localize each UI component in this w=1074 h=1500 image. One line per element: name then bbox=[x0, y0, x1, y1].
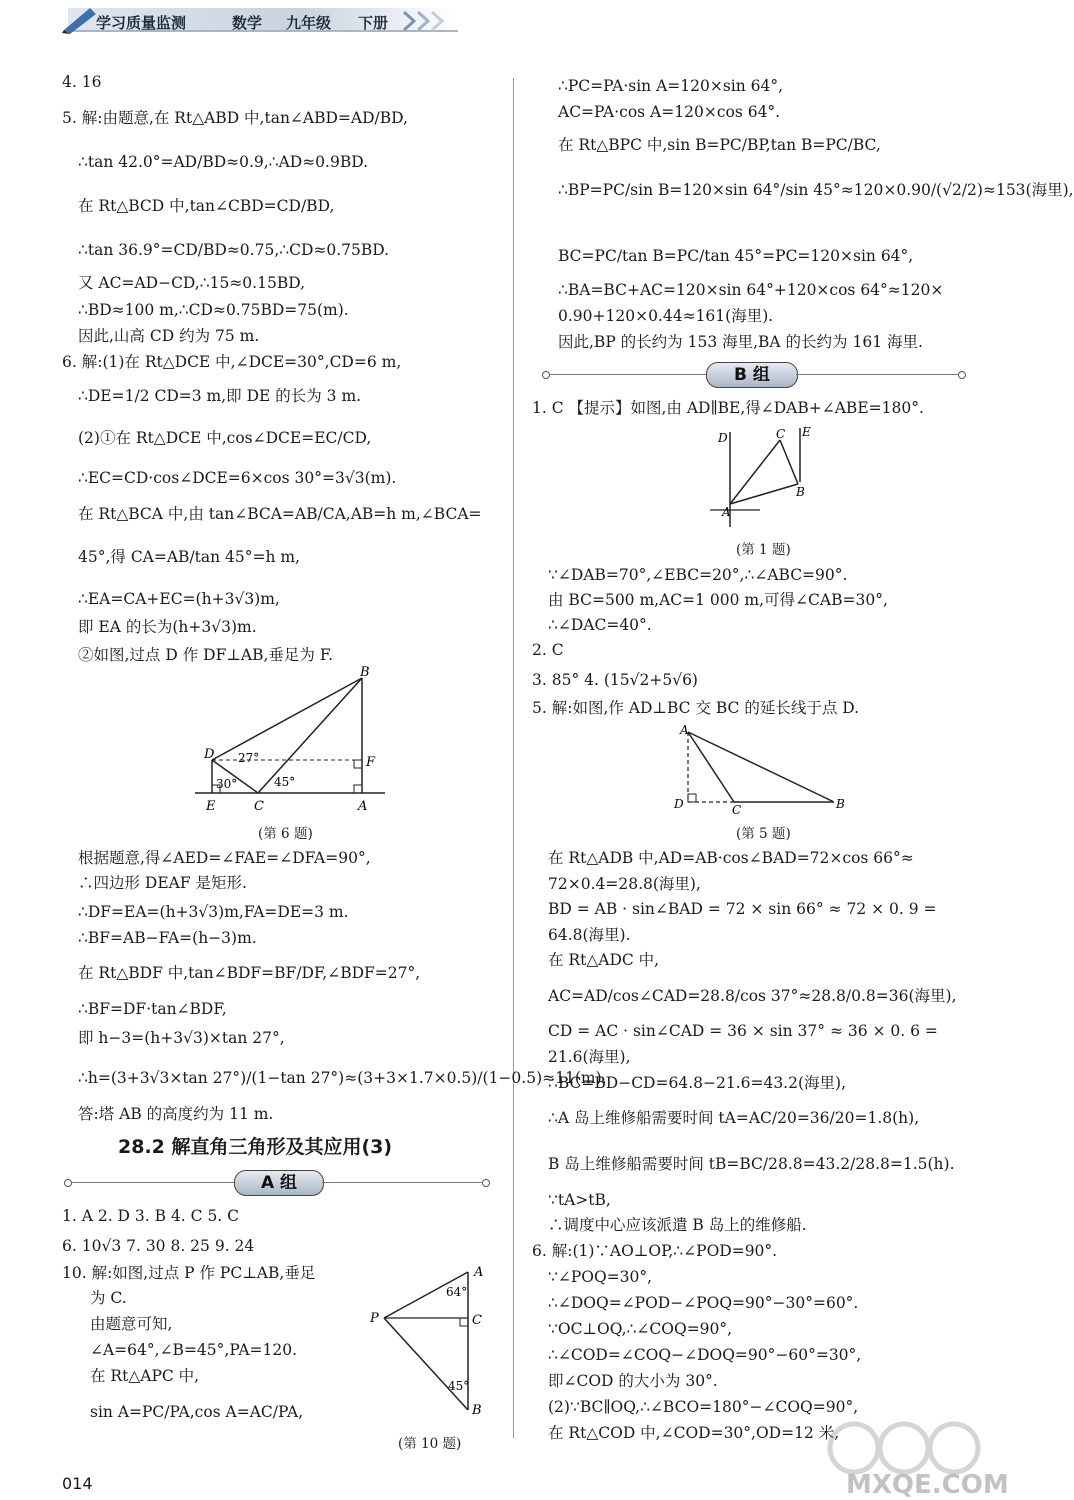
figure-1-caption: (第 1 题) bbox=[736, 542, 791, 558]
text-line: 0.90+120×0.44≈161(海里). bbox=[558, 307, 774, 325]
group-a-band bbox=[62, 1170, 490, 1196]
text-line: 在 Rt△BCD 中,tan∠CBD=CD/BD, bbox=[78, 197, 335, 215]
text-line: 根据题意,得∠AED=∠FAE=∠DFA=90°, bbox=[78, 849, 371, 867]
chevron-arrows-icon bbox=[400, 10, 460, 32]
svg-text:A: A bbox=[722, 505, 731, 519]
text-line: 在 Rt△APC 中, bbox=[90, 1367, 200, 1385]
text-line: 10. 解:如图,过点 P 作 PC⊥AB,垂足 bbox=[62, 1264, 316, 1282]
text-line: AC=AD/cos∠CAD=28.8/cos 37°≈28.8/0.8=36(海里), bbox=[548, 987, 957, 1005]
text-line: 45°,得 CA=AB/tan 45°=h m, bbox=[78, 548, 301, 566]
text-line: AC=PA·cos A=120×cos 64°. bbox=[558, 103, 781, 121]
answers-row-2: 6. 10√3 7. 30 8. 25 9. 24 bbox=[62, 1237, 255, 1255]
text-line: 3. 85° 4. (15√2+5√6) bbox=[532, 671, 698, 689]
text-line: ∴A 岛上维修船需要时间 tA=AC/20=36/20=1.8(h), bbox=[548, 1109, 920, 1127]
volume: 下册 bbox=[358, 14, 389, 32]
text-line: ∴h=(3+3√3×tan 27°)/(1−tan 27°)≈(3+3×1.7×0.5)/(1−0.5)≈11(m). bbox=[78, 1069, 607, 1087]
text-line: ②如图,过点 D 作 DF⊥AB,垂足为 F. bbox=[78, 646, 334, 664]
book-title: 学习质量监测 bbox=[96, 14, 187, 32]
page-number: 014 bbox=[62, 1474, 93, 1493]
text-line: 在 Rt△BCA 中,由 tan∠BCA=AB/CA,AB=h m,∠BCA= bbox=[78, 505, 482, 523]
text-line: ∴∠COD=∠COQ−∠DOQ=90°−60°=30°, bbox=[548, 1346, 862, 1364]
text-line: ∴DE=1/2 CD=3 m,即 DE 的长为 3 m. bbox=[78, 387, 362, 405]
group-b-band bbox=[540, 362, 966, 388]
text-line: ∴BF=AB−FA=(h−3)m. bbox=[78, 929, 257, 947]
text-line: 因此,BP 的长约为 153 海里,BA 的长约为 161 海里. bbox=[558, 333, 923, 351]
text-line: 即 EA 的长为(h+3√3)m. bbox=[78, 618, 257, 636]
svg-text:C: C bbox=[472, 1313, 482, 1328]
text-line: ∴∠DOQ=∠POD−∠POQ=90°−30°=60°. bbox=[548, 1294, 859, 1312]
text-line: ∵tA>tB, bbox=[548, 1191, 611, 1209]
figure-10-diagram bbox=[366, 1262, 496, 1422]
svg-text:C: C bbox=[254, 799, 264, 814]
text-line: ∴调度中心应该派遣 B 岛上的维修船. bbox=[548, 1216, 807, 1234]
text-line: (2)∵BC∥OQ,∴∠BCO=180°−∠COQ=90°, bbox=[548, 1398, 859, 1416]
text-line: BC=PC/tan B=PC/tan 45°=PC=120×sin 64°, bbox=[558, 247, 914, 265]
text-line: ∵∠POQ=30°, bbox=[548, 1268, 653, 1286]
svg-text:D: D bbox=[674, 797, 684, 811]
text-line: 2. C bbox=[532, 641, 564, 659]
answers-row-1: 1. A 2. D 3. B 4. C 5. C bbox=[62, 1207, 240, 1225]
text-line: 在 Rt△ADC 中, bbox=[548, 951, 660, 969]
text-line: 即 h−3=(h+3√3)×tan 27°, bbox=[78, 1029, 285, 1047]
text-line: 因此,山高 CD 约为 75 m. bbox=[78, 327, 260, 345]
svg-text:D: D bbox=[718, 431, 728, 445]
text-line: 6. 解:(1)∵AO⊥OP,∴∠POD=90°. bbox=[532, 1242, 778, 1260]
text-line: B 岛上维修船需要时间 tB=BC/28.8=43.2/28.8=1.5(h). bbox=[548, 1155, 955, 1173]
figure-5-diagram bbox=[672, 722, 852, 818]
text-line: 64.8(海里). bbox=[548, 926, 631, 944]
page-header bbox=[60, 6, 460, 34]
text-line: ∴BA=BC+AC=120×sin 64°+120×cos 64°≈120× bbox=[558, 281, 944, 299]
text-line: sin A=PC/PA,cos A=AC/PA, bbox=[90, 1403, 304, 1421]
figure-6-diagram bbox=[190, 665, 390, 818]
text-line: 即∠COD 的大小为 30°. bbox=[548, 1372, 718, 1390]
pencil-icon bbox=[60, 6, 100, 34]
text-line: (2)①在 Rt△DCE 中,cos∠DCE=EC/CD, bbox=[78, 429, 372, 447]
svg-text:E: E bbox=[206, 799, 216, 814]
text-line: 在 Rt△BDF 中,tan∠BDF=BF/DF,∠BDF=27°, bbox=[78, 964, 421, 982]
text-line: ∴BC=BD−CD=64.8−21.6=43.2(海里), bbox=[548, 1074, 846, 1092]
text-line: 由题意可知, bbox=[90, 1315, 173, 1333]
svg-text:45°: 45° bbox=[274, 775, 296, 789]
text-line: ∴PC=PA·sin A=120×sin 64°, bbox=[558, 77, 784, 95]
text-line: 6. 解:(1)在 Rt△DCE 中,∠DCE=30°,CD=6 m, bbox=[62, 353, 402, 371]
grade: 九年级 bbox=[286, 14, 332, 32]
text-line: 4. 16 bbox=[62, 73, 102, 91]
text-line: 在 Rt△COD 中,∠COD=30°,OD=12 米, bbox=[548, 1424, 840, 1442]
text-line: 又 AC=AD−CD,∴15≈0.15BD, bbox=[78, 274, 306, 292]
subject: 数学 bbox=[232, 14, 263, 32]
svg-text:A: A bbox=[474, 1265, 484, 1280]
section-title: 28.2 解直角三角形及其应用(3) bbox=[118, 1136, 393, 1158]
figure-6-caption: (第 6 题) bbox=[258, 826, 313, 842]
svg-text:C: C bbox=[732, 803, 742, 817]
text-line: ∴DF=EA=(h+3√3)m,FA=DE=3 m. bbox=[78, 903, 349, 921]
text-line: 由 BC=500 m,AC=1 000 m,可得∠CAB=30°, bbox=[548, 591, 888, 609]
text-line: 72×0.4=28.8(海里), bbox=[548, 875, 701, 893]
text-line: BD = AB · sin∠BAD = 72 × sin 66° ≈ 72 × 0. 9 = bbox=[548, 900, 937, 918]
text-line: ∵∠DAB=70°,∠EBC=20°,∴∠ABC=90°. bbox=[548, 566, 848, 584]
svg-text:D: D bbox=[204, 747, 215, 762]
column-divider bbox=[513, 78, 514, 1438]
svg-text:P: P bbox=[370, 1311, 379, 1326]
figure-5-caption: (第 5 题) bbox=[736, 826, 791, 842]
text-line: 21.6(海里), bbox=[548, 1048, 631, 1066]
text-line: 5. 解:由题意,在 Rt△ABD 中,tan∠ABD=AD/BD, bbox=[62, 109, 408, 127]
svg-text:B: B bbox=[796, 485, 805, 499]
text-line: ∴EC=CD·cos∠DCE=6×cos 30°=3√3(m). bbox=[78, 469, 397, 487]
svg-text:E: E bbox=[802, 425, 811, 439]
text-line: ∴BP=PC/sin B=120×sin 64°/sin 45°≈120×0.90/(√2/2)≈153(海里), bbox=[558, 181, 1074, 199]
watermark-text: MXQE.COM bbox=[846, 1470, 1009, 1500]
text-line: ∴tan 36.9°=CD/BD≈0.75,∴CD≈0.75BD. bbox=[78, 241, 390, 259]
svg-text:30°: 30° bbox=[216, 777, 238, 791]
text-line: CD = AC · sin∠CAD = 36 × sin 37° ≈ 36 × 0. 6 = bbox=[548, 1022, 938, 1040]
svg-text:27°: 27° bbox=[238, 751, 260, 765]
text-line: 为 C. bbox=[90, 1289, 127, 1307]
svg-text:B: B bbox=[360, 665, 370, 680]
svg-text:64°: 64° bbox=[446, 1285, 468, 1299]
text-line: 在 Rt△ADB 中,AD=AB·cos∠BAD=72×cos 66°≈ bbox=[548, 849, 914, 867]
text-line: 5. 解:如图,作 AD⊥BC 交 BC 的延长线于点 D. bbox=[532, 699, 860, 717]
text-line: ∴tan 42.0°=AD/BD≈0.9,∴AD≈0.9BD. bbox=[78, 153, 369, 171]
text-line: ∴BD≈100 m,∴CD≈0.75BD=75(m). bbox=[78, 301, 349, 319]
text-line: 1. C 【提示】如图,由 AD∥BE,得∠DAB+∠ABE=180°. bbox=[532, 399, 924, 417]
group-a-label: A 组 bbox=[234, 1170, 324, 1196]
text-line: ∠A=64°,∠B=45°,PA=120. bbox=[90, 1341, 298, 1359]
figure-1-diagram bbox=[700, 422, 820, 532]
figure-10-caption: (第 10 题) bbox=[398, 1436, 462, 1452]
text-line: ∴EA=CA+EC=(h+3√3)m, bbox=[78, 590, 280, 608]
svg-text:B: B bbox=[836, 797, 845, 811]
text-line: 在 Rt△BPC 中,sin B=PC/BP,tan B=PC/BC, bbox=[558, 136, 881, 154]
text-line: ∴四边形 DEAF 是矩形. bbox=[78, 874, 247, 892]
svg-text:B: B bbox=[472, 1403, 482, 1418]
text-line: ∴BF=DF·tan∠BDF, bbox=[78, 1000, 227, 1018]
svg-text:A: A bbox=[358, 799, 368, 814]
text-line: ∵OC⊥OQ,∴∠COQ=90°, bbox=[548, 1320, 733, 1338]
svg-text:C: C bbox=[776, 427, 786, 441]
text-line: 答:塔 AB 的高度约为 11 m. bbox=[78, 1105, 274, 1123]
group-b-label: B 组 bbox=[706, 362, 798, 388]
svg-text:45°: 45° bbox=[448, 1379, 470, 1393]
svg-text:A: A bbox=[680, 723, 689, 737]
svg-text:F: F bbox=[366, 755, 376, 770]
text-line: ∴∠DAC=40°. bbox=[548, 616, 652, 634]
